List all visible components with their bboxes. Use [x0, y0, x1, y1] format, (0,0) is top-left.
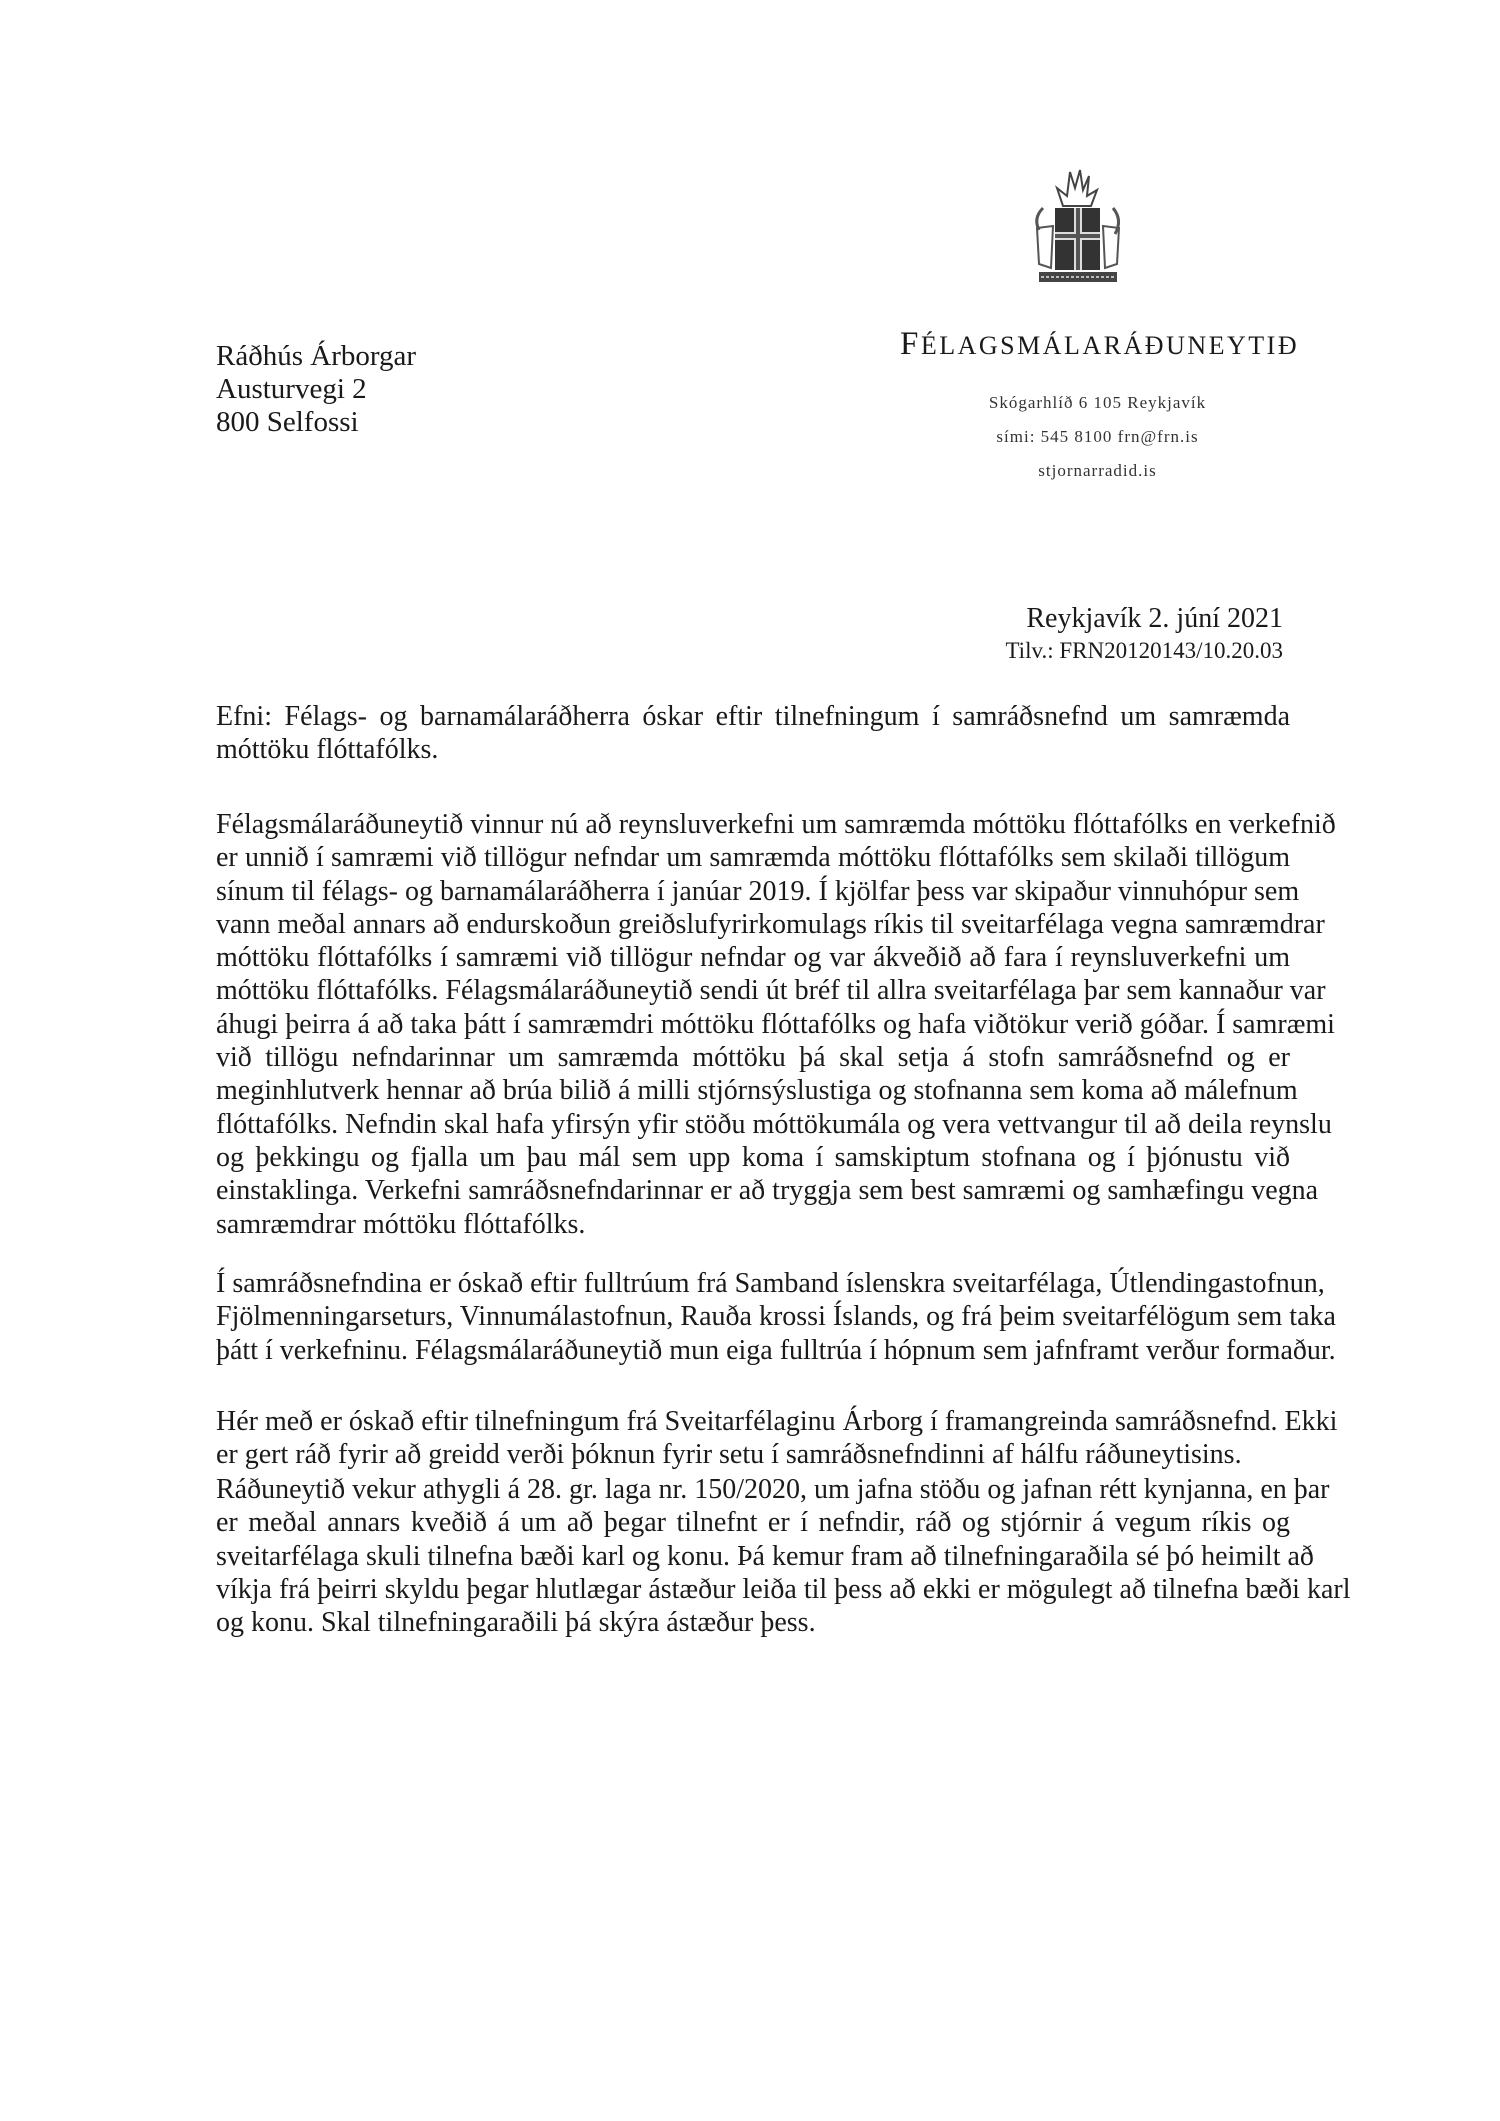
- text-line: móttöku flóttafólks. Félagsmálaráðuneytið sendi út bréf til allra sveitarfélaga þar sem kannaður var: [216, 975, 1326, 1007]
- text-line: víkja frá þeirri skyldu þegar hlutlægar ástæður leiða til þess að ekki er mögulegt að tilnefna bæði karl: [216, 1573, 1351, 1605]
- text-line: sveitarfélaga skuli tilnefna bæði karl og konu. Þá kemur fram að tilnefningaraðila sé þó heimilt að: [216, 1540, 1314, 1572]
- text-line: við tillögu nefndarinnar um samræmda móttöku þá skal setja á stofn samráðsnefnd og er: [216, 1042, 1290, 1074]
- text-line: þátt í verkefninu. Félagsmálaráðuneytið mun eiga fulltrúa í hópnum sem jafnframt verður formaður.: [216, 1334, 1336, 1366]
- subject-line: [216, 700, 1290, 767]
- ministry-name: FÉLAGSMÁLARÁÐUNEYTIÐ: [900, 326, 1300, 362]
- text-line: og konu. Skal tilnefningaraðili þá skýra ástæður þess.: [216, 1607, 816, 1639]
- text-line: samræmdrar móttöku flóttafólks.: [216, 1208, 586, 1240]
- ministry-address: Skógarhlíð 6 105 Reykjavík: [988, 393, 1207, 412]
- text-line: Efni: Félags- og barnamálaráðherra óskar eftir tilnefningum í samráðsnefnd um samræmda: [216, 701, 1290, 732]
- recipient-city: 800 Selfossi: [216, 406, 359, 438]
- body-paragraph: [216, 1267, 1336, 1367]
- text-line: Í samráðsnefndina er óskað eftir fulltrúum frá Samband íslenskra sveitarfélaga, Útlendingastofnun,: [216, 1268, 1325, 1299]
- body-paragraph: [216, 1405, 1338, 1472]
- body-paragraph: [216, 1473, 1351, 1639]
- text-line: flóttafólks. Nefndin skal hafa yfirsýn yfir stöðu móttökumála og vera vettvangur til að deila reynslu: [216, 1108, 1332, 1140]
- text-line: móttöku flóttafólks í samræmi við tillögur nefndar og var ákveðið að fara í reynsluverkefni um: [216, 942, 1290, 974]
- recipient-street: Austurvegi 2: [216, 373, 367, 405]
- text-line: er meðal annars kveðið á um að þegar tilnefnt er í nefndir, ráð og stjórnir á vegum ríkis og: [216, 1507, 1290, 1539]
- text-line: er gert ráð fyrir að greidd verði þóknun fyrir setu í samráðsnefndinni af hálfu ráðuneytisins.: [216, 1439, 1242, 1471]
- ministry-contact: [900, 386, 1295, 488]
- coat-of-arms-logo: [1025, 168, 1130, 286]
- text-line: meginhlutverk hennar að brúa bilið á milli stjórnsýslustiga og stofnanna sem koma að málefnum: [216, 1075, 1298, 1107]
- ministry-phone-email: sími: 545 8100 frn@frn.is: [996, 427, 1199, 446]
- text-line: er unnið í samræmi við tillögur nefndar um samræmda móttöku flóttafólks sem skilaði tillögum: [216, 842, 1290, 874]
- body-paragraph: [216, 808, 1336, 1241]
- text-line: einstaklinga. Verkefni samráðsnefndarinnar er að tryggja sem best samræmi og samhæfingu vegna: [216, 1175, 1319, 1207]
- text-line: vann meðal annars að endurskoðun greiðslufyrirkomulags ríkis til sveitarfélaga vegna samræmdrar: [216, 908, 1325, 940]
- text-line: Ráðuneytið vekur athygli á 28. gr. laga nr. 150/2020, um jafna stöðu og jafnan rétt kynjanna, en þar: [216, 1474, 1330, 1505]
- text-line: sínum til félags- og barnamálaráðherra í janúar 2019. Í kjölfar þess var skipaður vinnuhópur sem: [216, 875, 1300, 907]
- recipient-name: Ráðhús Árborgar: [216, 340, 417, 372]
- text-line: Félagsmálaráðuneytið vinnur nú að reynsluverkefni um samræmda móttöku flóttafólks en verkefnið: [216, 809, 1336, 840]
- text-line: og þekkingu og fjalla um þau mál sem upp koma í samskiptum stofnana og í þjónustu við: [216, 1141, 1290, 1173]
- text-line: áhugi þeirra á að taka þátt í samræmdri móttöku flóttafólks og hafa viðtökur verið góðar. Í samræmi: [216, 1008, 1335, 1040]
- recipient-address: [216, 340, 416, 439]
- reference-number: Tilv.: FRN20120143/10.20.03: [1005, 638, 1283, 663]
- ministry-website: stjornarradid.is: [1038, 461, 1157, 480]
- letter-date: Reykjavík 2. júní 2021: [1026, 603, 1283, 634]
- text-line: Hér með er óskað eftir tilnefningum frá Sveitarfélaginu Árborg í framangreinda samráðsnefnd. Ekki: [216, 1406, 1338, 1437]
- text-line: Fjölmenningarseturs, Vinnumálastofnun, Rauða krossi Íslands, og frá þeim sveitarfélögum sem taka: [216, 1301, 1336, 1333]
- text-line: móttöku flóttafólks.: [216, 734, 439, 766]
